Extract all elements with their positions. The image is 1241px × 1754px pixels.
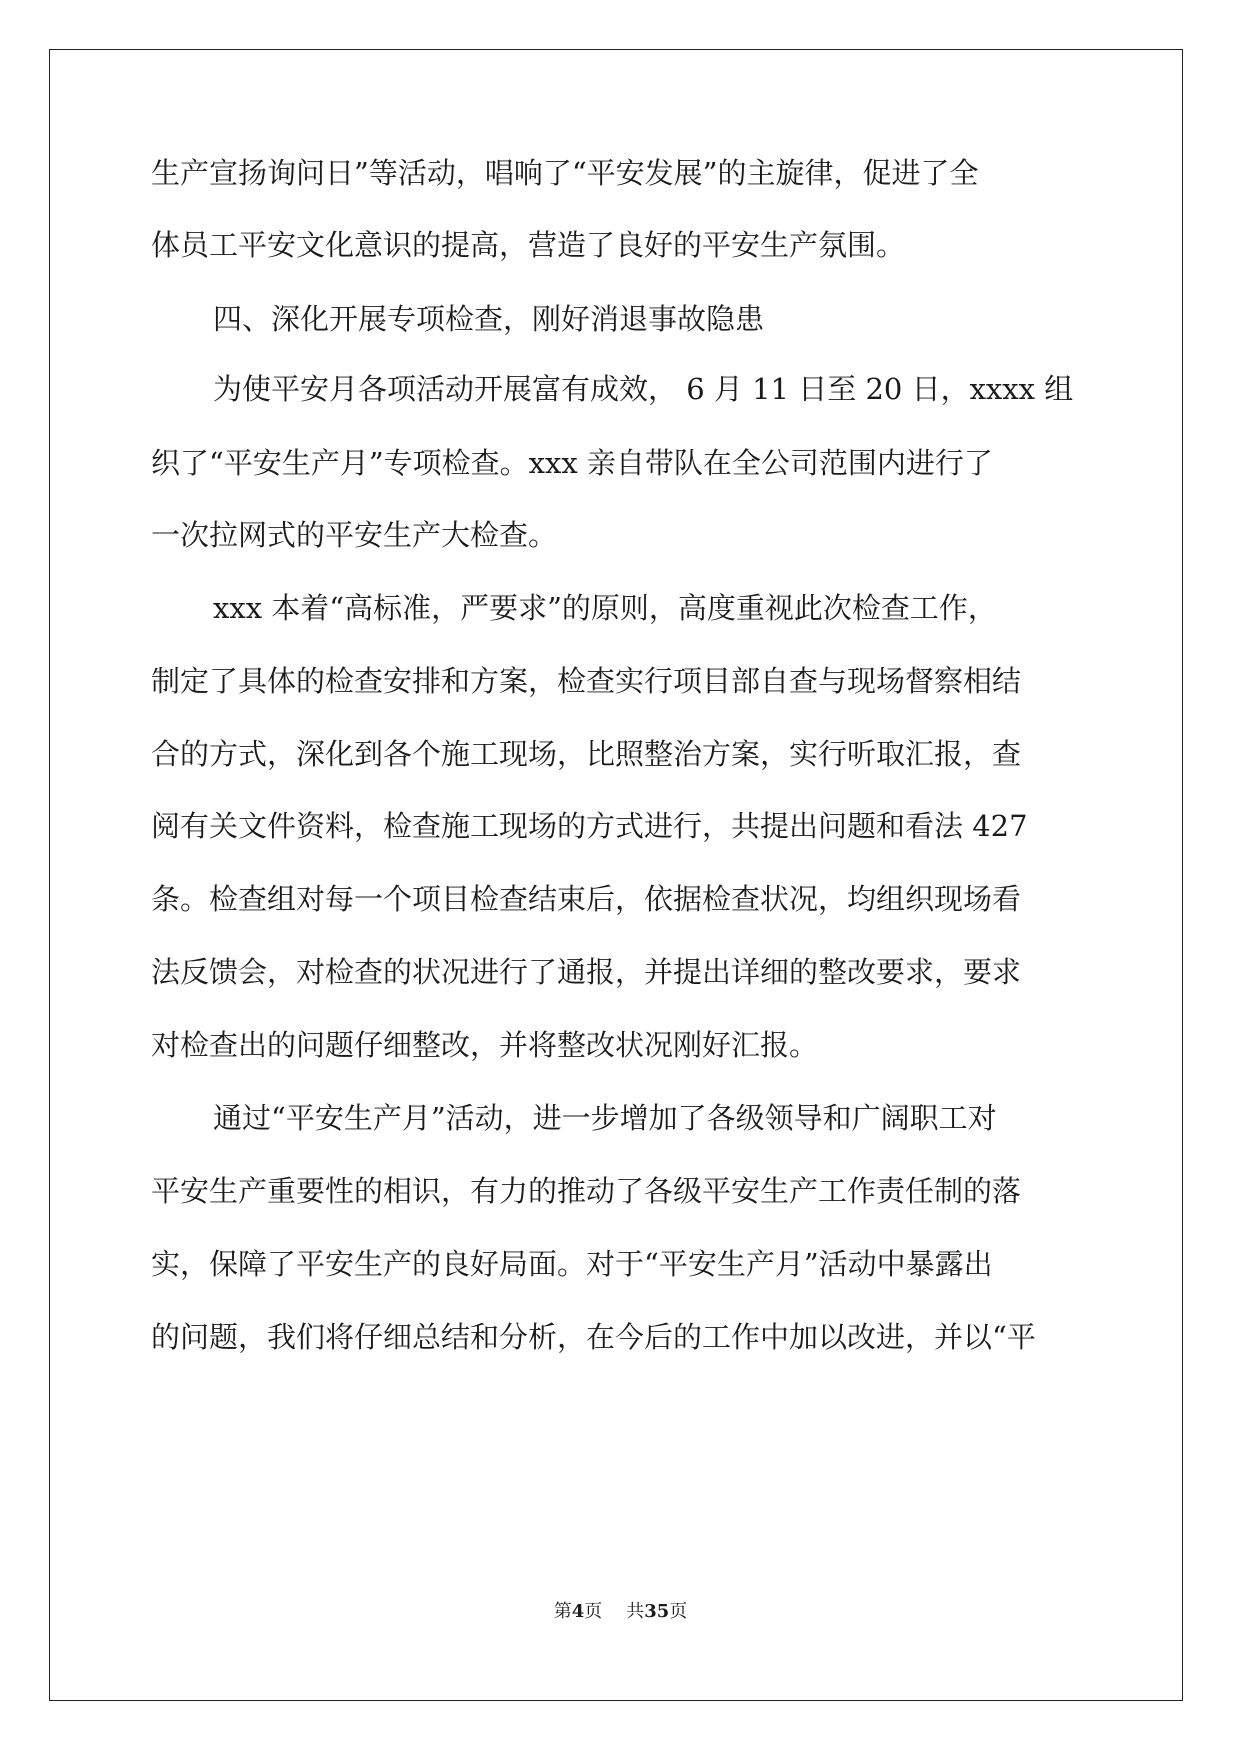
page-number: 4 — [571, 1601, 585, 1622]
text-line: 合的方式，深化到各个施工现场，比照整治方案，实行听取汇报，查 — [151, 737, 1022, 771]
total-prefix: 共 — [626, 1601, 645, 1622]
text-line: 的问题，我们将仔细总结和分析，在今后的工作中加以改进，并以“平 — [151, 1320, 1036, 1354]
page-prefix: 第 — [553, 1601, 572, 1622]
page-footer — [0, 1600, 1241, 1624]
text-line: 为使平安月各项活动开展富有成效， 6 月 11 日至 20 日，xxxx 组 — [213, 372, 1074, 406]
text-line: 织了“平安生产月”专项检查。xxx 亲自带队在全公司范围内进行了 — [151, 446, 993, 480]
text-line: 体员工平安文化意识的提高，营造了良好的平安生产氛围。 — [151, 228, 906, 262]
text-line: xxx 本着“高标准，严要求”的原则，高度重视此次检查工作， — [213, 591, 997, 625]
text-line: 制定了具体的检查安排和方案，检查实行项目部自查与现场督察相结 — [151, 664, 1022, 698]
text-line: 条。检查组对每一个项目检查结束后，依据检查状况，均组织现场看 — [151, 882, 1022, 916]
section-heading: 四、深化开展专项检查，刚好消退事故隐患 — [213, 302, 765, 336]
text-line: 实，保障了平安生产的良好局面。对于“平安生产月”活动中暴露出 — [151, 1247, 993, 1281]
text-line: 法反馈会，对检查的状况进行了通报，并提出详细的整改要求，要求 — [151, 955, 1022, 989]
text-line: 一次拉网式的平安生产大检查。 — [151, 518, 558, 552]
text-line: 通过“平安生产月”活动，进一步增加了各级领导和广阔职工对 — [213, 1101, 997, 1135]
page-border — [49, 49, 1183, 1701]
text-line: 平安生产重要性的相识，有力的推动了各级平安生产工作责任制的落 — [151, 1174, 1022, 1208]
total-suffix: 页 — [669, 1601, 688, 1622]
text-line: 阅有关文件资料，检查施工现场的方式进行，共提出问题和看法 427 — [151, 809, 1028, 843]
total-pages: 35 — [644, 1601, 670, 1622]
text-line: 生产宣扬询问日”等活动，唱响了“平安发展”的主旋律，促进了全 — [151, 156, 979, 190]
page-suffix: 页 — [584, 1601, 603, 1622]
text-line: 对检查出的问题仔细整改，并将整改状况刚好汇报。 — [151, 1028, 819, 1062]
